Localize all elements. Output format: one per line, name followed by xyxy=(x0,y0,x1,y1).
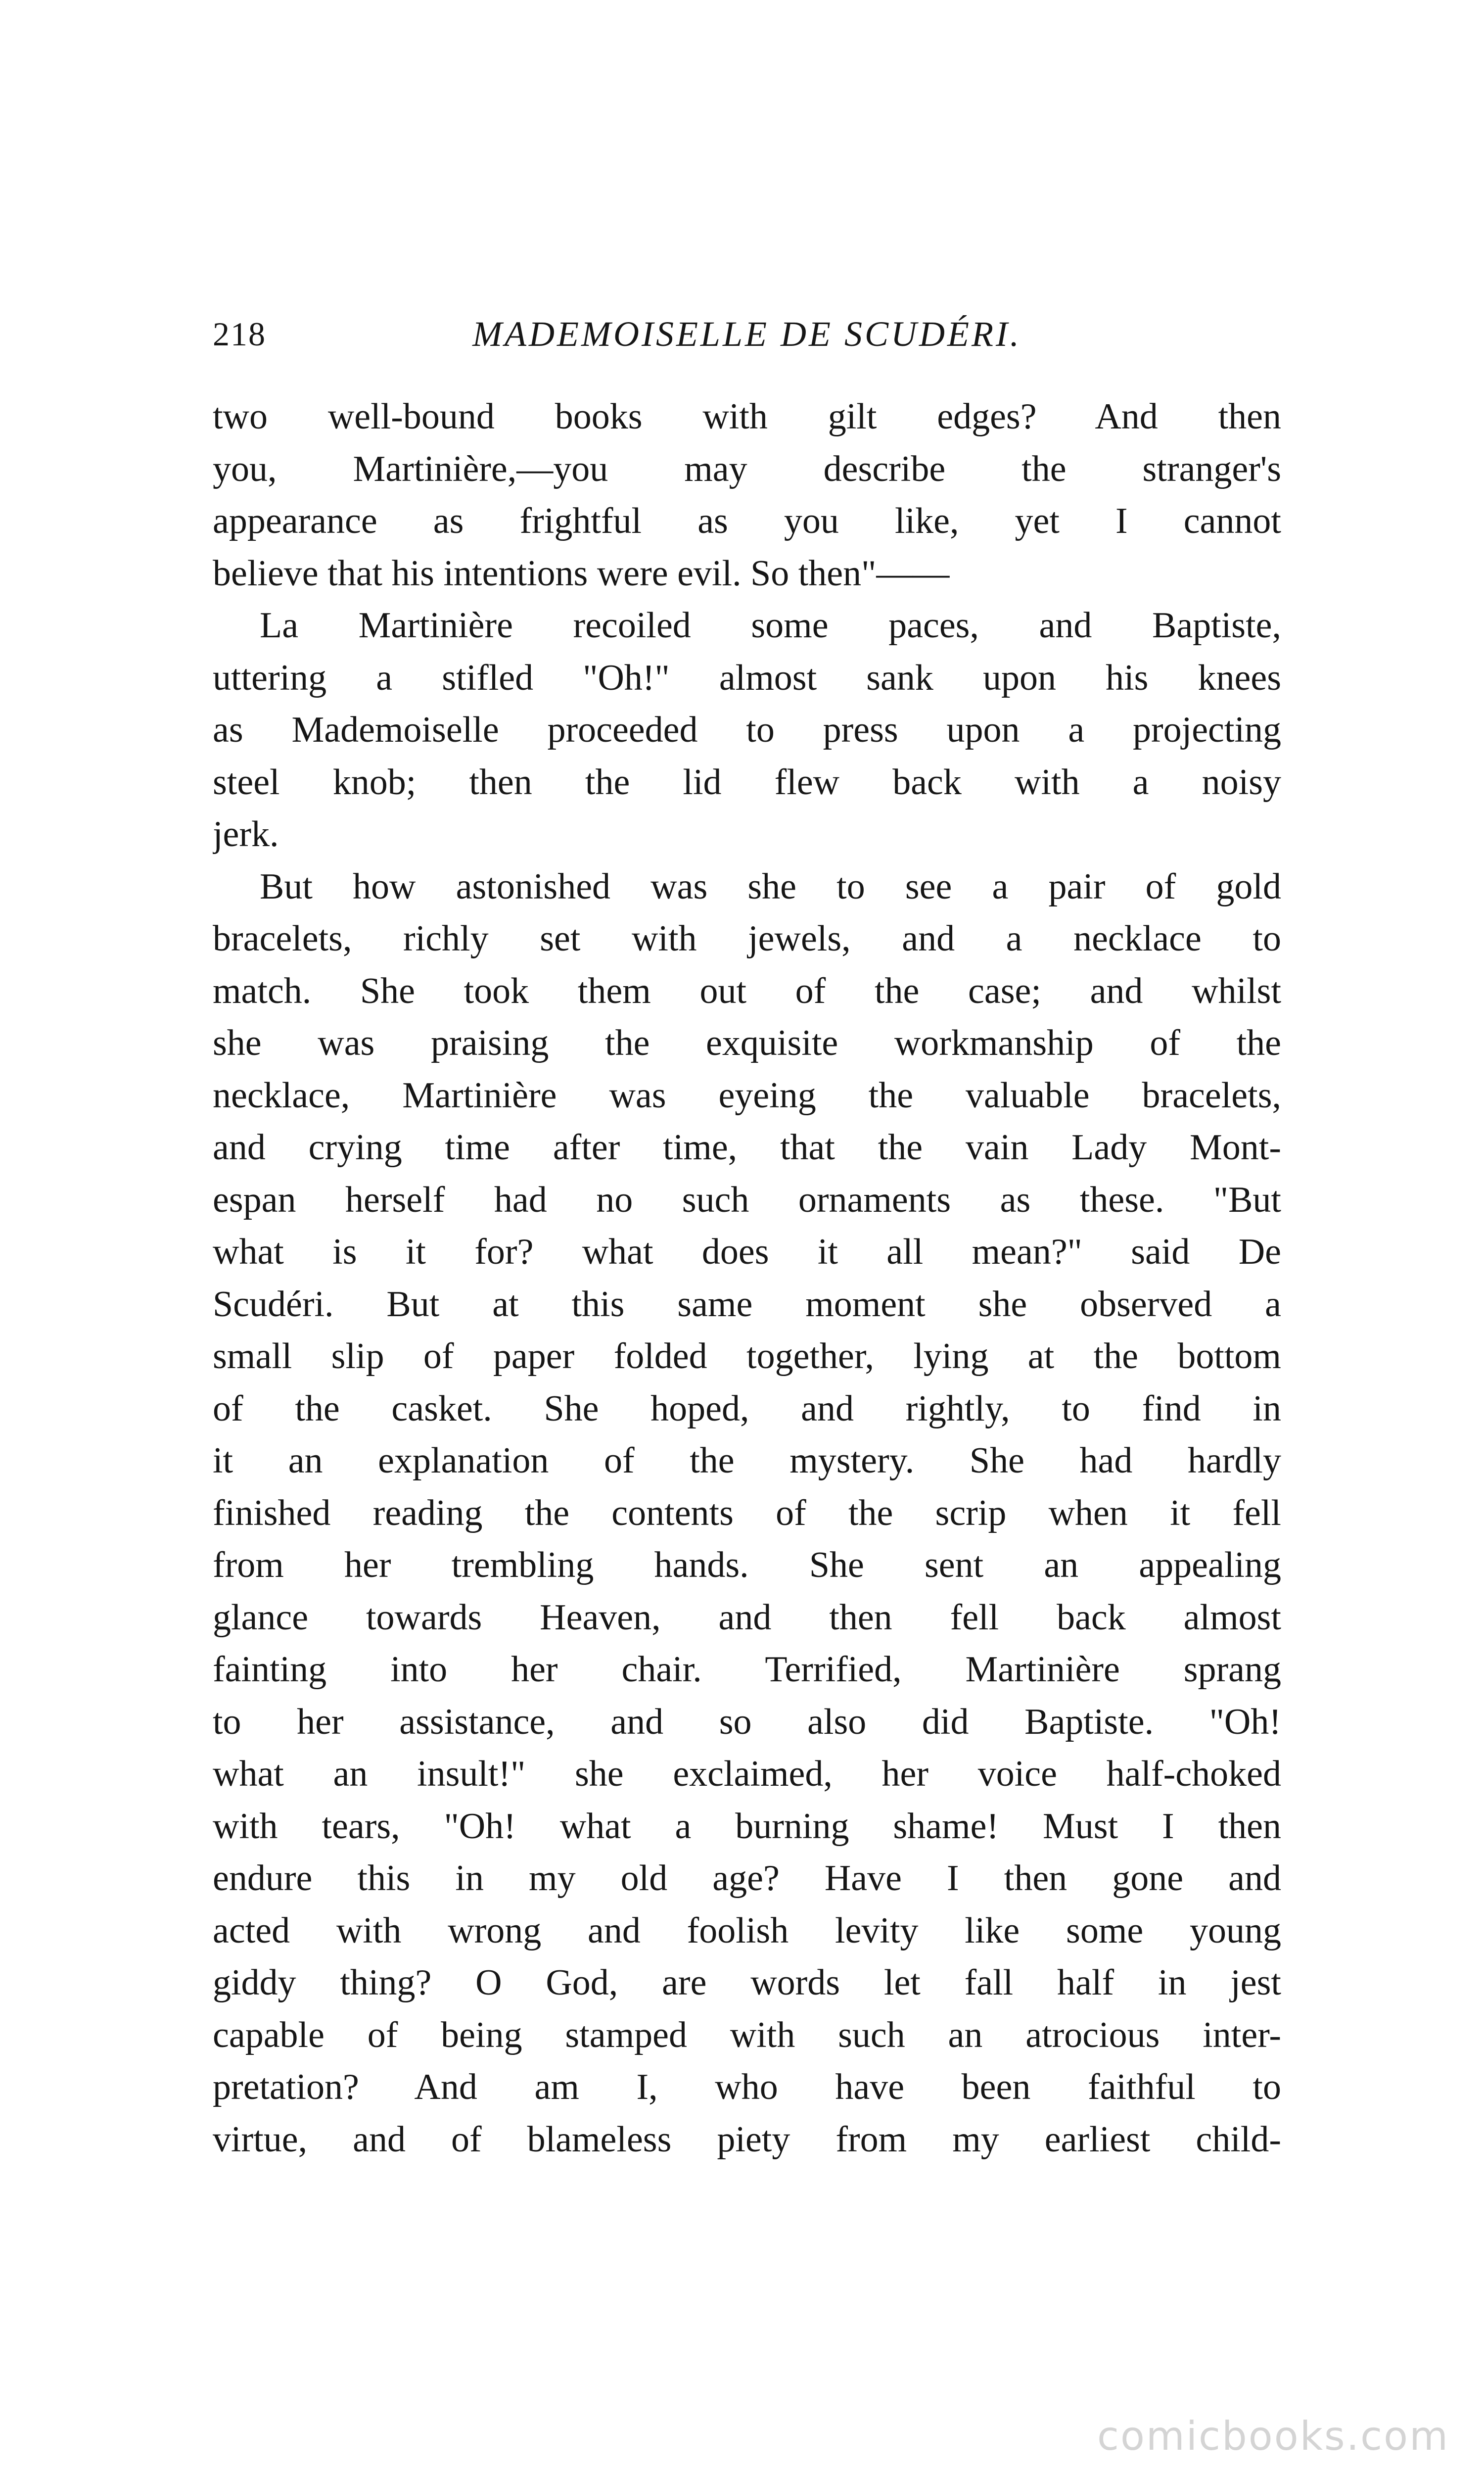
text-line: as Mademoiselle proceeded to press upon a projecting xyxy=(213,710,1281,750)
watermark: comicbooks.com xyxy=(1097,2413,1449,2459)
text-line: But how astonished was she to see a pair of gold xyxy=(260,866,1281,907)
text-line: of the casket. She hoped, and rightly, to find in xyxy=(213,1388,1281,1429)
text-line: virtue, and of blameless piety from my earliest child- xyxy=(213,2119,1281,2160)
running-head xyxy=(213,307,1281,361)
text-line: what an insult!" she exclaimed, her voice half-choked xyxy=(213,1754,1281,1794)
text-line: espan herself had no such ornaments as these. "But xyxy=(213,1179,1281,1220)
text-line: pretation? And am I, who have been faithful to xyxy=(213,2067,1281,2107)
text-line: La Martinière recoiled some paces, and Baptiste, xyxy=(260,605,1281,646)
text-line: Scudéri. But at this same moment she observed a xyxy=(213,1284,1281,1325)
text-line: match. She took them out of the case; and whilst xyxy=(213,970,1281,1011)
text-line: bracelets, richly set with jewels, and a necklace to xyxy=(213,918,1281,959)
text-line: she was praising the exquisite workmanship of the xyxy=(213,1023,1281,1063)
text-line: believe that his intentions were evil. So then"—— xyxy=(213,553,950,594)
text-line: uttering a stifled "Oh!" almost sank upon his knees xyxy=(213,657,1281,698)
text-line: two well-bound books with gilt edges? And then xyxy=(213,396,1281,437)
text-line: with tears, "Oh! what a burning shame! Must I then xyxy=(213,1806,1281,1847)
text-line: and crying time after time, that the vain Lady Mont- xyxy=(213,1127,1281,1168)
text-line: small slip of paper folded together, lying at the bottom xyxy=(213,1336,1281,1377)
text-line: fainting into her chair. Terrified, Martinière sprang xyxy=(213,1649,1281,1690)
text-line: steel knob; then the lid flew back with a noisy xyxy=(213,761,1281,803)
text-line: you, Martinière,—you may describe the stranger's xyxy=(213,448,1281,489)
text-line: appearance as frightful as you like, yet I cannot xyxy=(213,501,1281,541)
text-line: glance towards Heaven, and then fell back almost xyxy=(213,1597,1281,1638)
page-number: 218 xyxy=(213,315,266,353)
text-line: acted with wrong and foolish levity like some young xyxy=(213,1910,1281,1951)
text-line: endure this in my old age? Have I then gone and xyxy=(213,1858,1281,1899)
text-line: to her assistance, and so also did Baptiste. "Oh! xyxy=(213,1701,1281,1742)
text-line: giddy thing? O God, are words let fall half in jest xyxy=(213,1962,1281,2003)
text-line: finished reading the contents of the scrip when it fell xyxy=(213,1492,1281,1533)
body-text xyxy=(213,391,1281,2166)
text-line: jerk. xyxy=(213,814,279,855)
running-title: MADEMOISELLE DE SCUDÉRI. xyxy=(472,314,1021,354)
text-line: capable of being stamped with such an atrocious inter- xyxy=(213,2014,1281,2055)
text-line: what is it for? what does it all mean?" said De xyxy=(213,1232,1281,1272)
text-line: necklace, Martinière was eyeing the valuable bracelets, xyxy=(213,1075,1281,1116)
text-line: it an explanation of the mystery. She had hardly xyxy=(213,1440,1281,1481)
text-line: from her trembling hands. She sent an appealing xyxy=(213,1545,1281,1585)
